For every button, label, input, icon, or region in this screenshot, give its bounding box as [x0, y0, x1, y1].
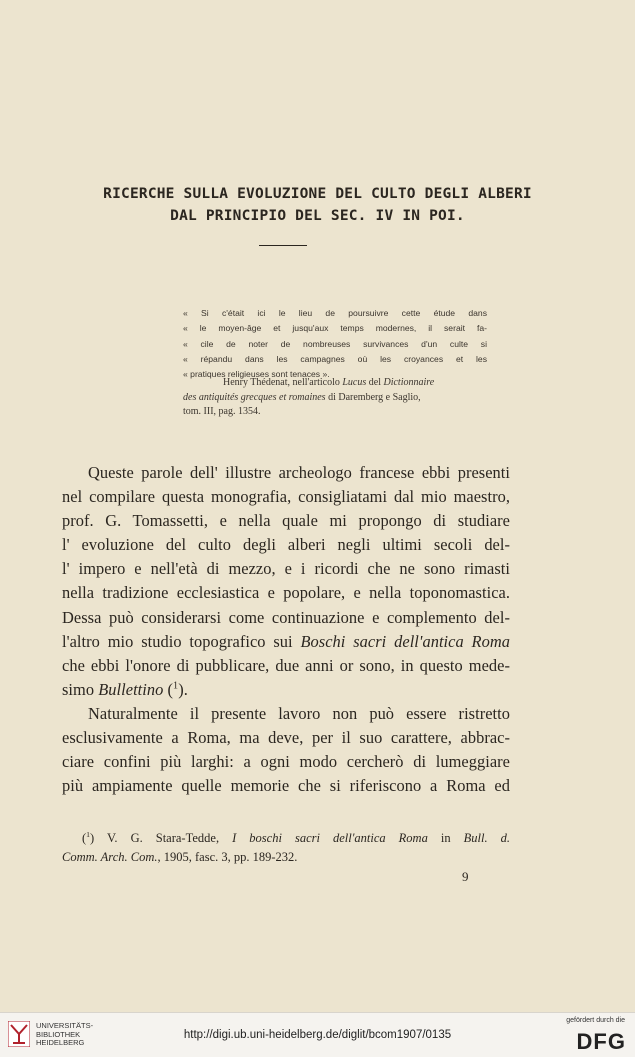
body-line	[62, 678, 510, 702]
body-line: Dessa può considerarsi come continuazione e complemento del-	[62, 607, 510, 627]
page-number: 9	[462, 869, 469, 884]
epigraph-quote	[183, 306, 487, 382]
attribution-line-2	[183, 391, 487, 406]
body-line: l' impero e nell'età di mezzo, e i ricordi che ne sono rimasti	[62, 559, 510, 579]
body-italic-run: Bullettino	[98, 679, 164, 699]
title-line-2: DAL PRINCIPIO DEL SEC. IV IN POI.	[170, 208, 465, 224]
footnote-line-2	[62, 848, 510, 867]
title-line-1: RICERCHE SULLA EVOLUZIONE DEL CULTO DEGLI ALBERI	[103, 186, 532, 202]
university-name-line: HEIDELBERG	[36, 1038, 85, 1048]
attribution-line-3: tom. III, pag. 1354.	[183, 406, 261, 417]
title-divider	[259, 245, 307, 246]
viewer-footer	[0, 1012, 635, 1057]
epigraph-line: « cile de noter de nombreuses survivances d'un culte si	[183, 338, 487, 349]
university-name-line: BIBLIOTHEK	[36, 1029, 81, 1039]
body-text	[62, 461, 510, 798]
sponsor-note: gefördert durch die	[566, 1017, 625, 1024]
footnote	[62, 829, 510, 867]
permalink[interactable]: http://digi.ub.uni-heidelberg.de/diglit/bcom1907/0135	[183, 1029, 452, 1041]
body-line: esclusivamente a Roma, ma deve, per il suo carattere, abbrac-	[62, 728, 510, 748]
attribution-text: di Daremberg e Saglio,	[325, 391, 421, 403]
body-line: Queste parole dell' illustre archeologo francese ebbi presenti	[88, 463, 510, 482]
epigraph-line: « pratiques religieuses sont tenaces ».	[183, 369, 330, 380]
footnote-italic: Bull. d.	[463, 831, 510, 845]
footnote-number: 1	[86, 829, 91, 839]
epigraph-line: « le moyen-âge et jusqu'aux temps modernes, il serait fa-	[183, 323, 487, 334]
body-line: prof. G. Tomassetti, e nella quale mi propongo di studiare	[62, 511, 510, 531]
body-line	[62, 630, 510, 654]
body-line: nella tradizione ecclesiastica e popolare, e nella toponomastica.	[62, 583, 510, 603]
university-name-line: UNIVERSITÄTS-	[36, 1021, 94, 1030]
body-line: Naturalmente il presente lavoro non può essere ristretto	[88, 703, 510, 723]
body-line: nel compilare questa monografia, consigliatami dal mio maestro,	[62, 487, 510, 507]
body-italic-run: Boschi sacri dell'antica Roma	[300, 631, 510, 651]
article-title	[40, 183, 595, 227]
footnote-text: (	[82, 831, 87, 845]
body-line: l' evoluzione del culto degli alberi negli ultimi secoli del-	[62, 535, 510, 555]
dfg-logo: DFG	[576, 1029, 626, 1054]
body-text-run: l'altro mio studio topografico sui	[62, 631, 301, 651]
footnote-ref: 1	[173, 680, 179, 692]
attribution-text: del	[366, 377, 384, 388]
footnote-line-1	[62, 829, 510, 848]
footnote-text: ) V. G. Stara-Tedde,	[90, 831, 233, 845]
footnote-italic: I boschi sacri dell'antica Roma	[232, 831, 428, 845]
body-text-run: ).	[178, 679, 188, 699]
body-line: che ebbi l'onore di pubblicare, due anni or sono, in questo mede-	[62, 655, 510, 675]
footnote-text: in	[427, 831, 464, 845]
epigraph-attribution	[183, 376, 487, 420]
body-text-run: (	[163, 679, 174, 699]
epigraph-line: « Si c'était ici le lieu de poursuivre cette étude dans	[183, 308, 487, 318]
body-line: ciare confini più larghi: a ogni modo cercherò di lumeggiare	[62, 752, 510, 772]
attribution-italic: des antiquités grecques et romaines	[183, 391, 326, 403]
attribution-line-1	[183, 376, 487, 391]
attribution-text: Henry Thédenat, nell'articolo	[223, 377, 343, 388]
attribution-italic: Lucus	[342, 377, 367, 388]
epigraph-line: « répandu dans les campagnes où les croyances et les	[183, 353, 487, 364]
footnote-italic: Comm. Arch. Com.	[62, 850, 158, 864]
attribution-italic: Dictionnaire	[383, 377, 435, 388]
body-line: più ampiamente quelle memorie che si riferiscono a Roma ed	[62, 776, 510, 796]
body-text-run: simo	[62, 679, 99, 699]
footnote-text: , 1905, fasc. 3, pp. 189-232.	[157, 850, 298, 864]
